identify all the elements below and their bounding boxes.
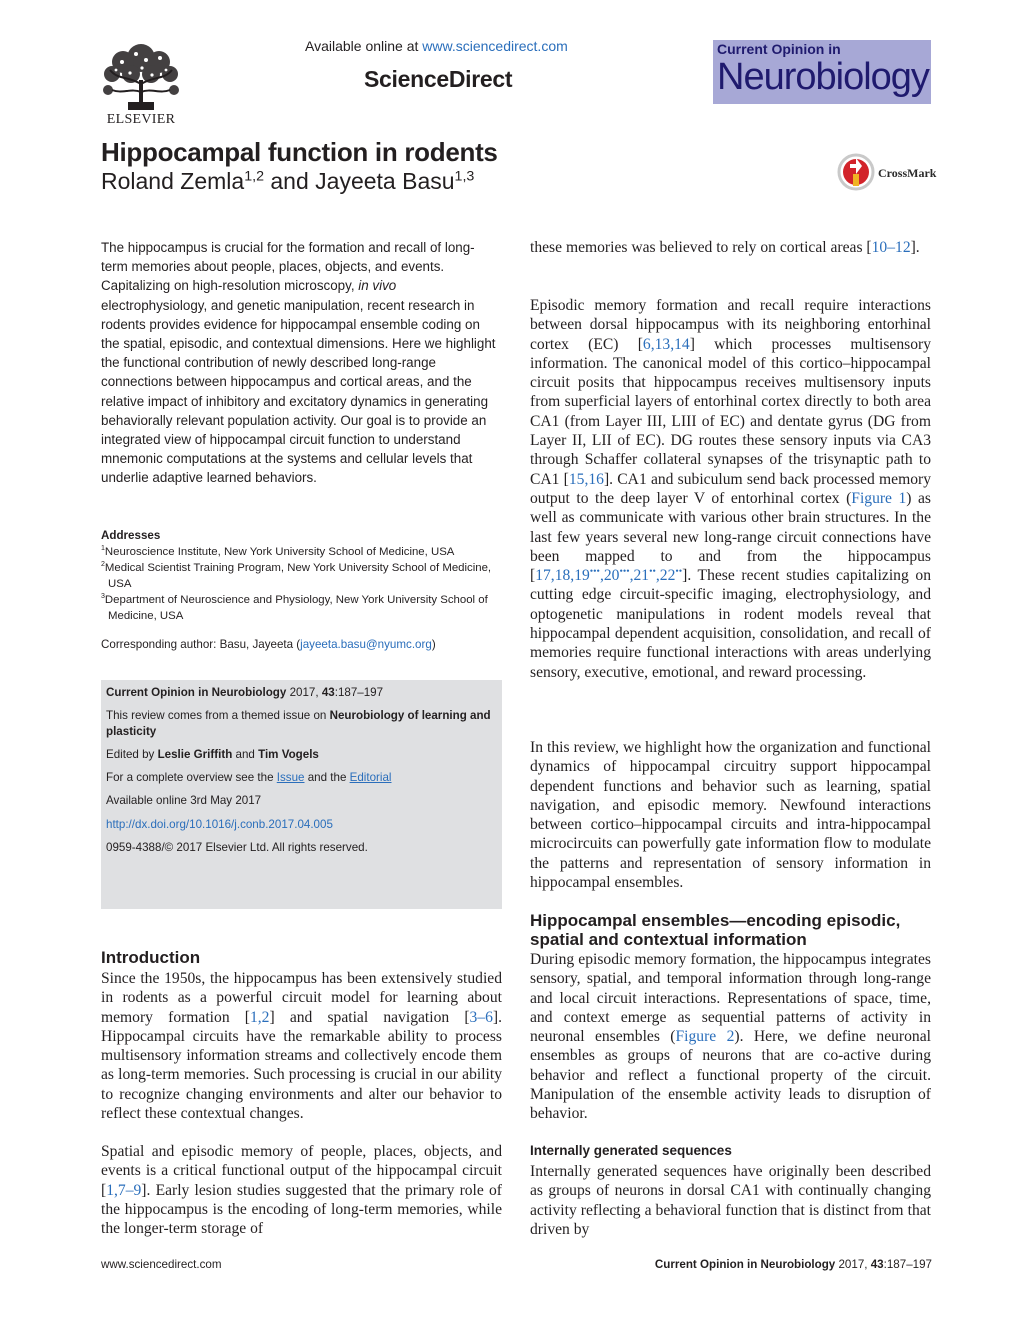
publisher-wordmark: ELSEVIER (106, 112, 176, 127)
journal-name: Current Opinion in Neurobiology (106, 686, 287, 699)
address-text: Medical Scientist Training Program, New York University School of Medicine, USA (104, 562, 492, 590)
paragraph-text: Episodic memory formation and recall require interactions between dorsal hippocampus with its neighboring entorhinal cortex (EC) [ (530, 297, 931, 353)
citation-line (106, 685, 498, 701)
footer-journal: Current Opinion in Neurobiology (654, 1258, 836, 1271)
ensembles-section-heading: Hippocampal ensembles—encoding episodic, spatial and contextual information (530, 911, 901, 949)
abstract (101, 238, 497, 488)
crossmark-label: CrossMark (878, 166, 937, 180)
citation-separator: , (599, 567, 604, 585)
citation-importance-dots: •• (649, 565, 656, 577)
citation-link[interactable]: 22 (659, 567, 676, 585)
address-text: Neuroscience Institute, New York University School of Medicine, USA (104, 546, 455, 558)
journal-badge-subtitle: Current Opinion in (717, 41, 841, 57)
paragraph-text: ] and spatial navigation [ (269, 1008, 470, 1026)
footer-citation (655, 1258, 932, 1271)
paragraph-text: Since the 1950s, the hippocampus has been extensively studied in rodents as a powerful circuit model for learning about memory formation [ (101, 970, 502, 1026)
address-text: Department of Neuroscience and Physiology, New York University School of Medicine, USA (104, 594, 488, 622)
citation-link[interactable]: 21 (633, 567, 650, 585)
available-online-prefix: Available online at (305, 38, 423, 54)
author-list (101, 168, 474, 195)
editors-line (106, 747, 498, 763)
paragraph-text: ] which processes multisensory information. The canonical model of this cortico–hippocampal circuit posits that hippocampus receives multisensory inputs from superficial layers of entorhinal cortex directly to both area CA1 (from Layer III, LIII of EC) and dentate gyrus (DG from Layer II, LII of EC). DG routes these sensory inputs via CA3 through Schaffer collateral synapses of the trisynaptic path to CA1 [ (530, 335, 931, 488)
overview-prefix: For a complete overview see the (106, 771, 277, 784)
editor-name: Tim Vogels (258, 748, 319, 761)
abstract-text: The hippocampus is crucial for the formation and recall of long-term memories about people, places, objects, and events. Capitalizing on high-resolution microscopy, (101, 240, 475, 294)
figure-link[interactable]: Figure 1 (851, 489, 907, 507)
citation-separator: , (655, 567, 660, 585)
citation-pages: :187–197 (334, 686, 384, 699)
footer-volume: 43 (870, 1258, 884, 1271)
address-item (101, 560, 501, 592)
paragraph-text: During episodic memory formation, the hippocampus integrates sensory, spatial, and temporal information through long-range and local circuit interactions. Representations of space, time, and context emerge as sequential patterns of activity in neuronal ensembles ( (530, 951, 931, 1046)
sequences-subheading: Internally generated sequences (530, 1143, 732, 1158)
citation-importance-dots: •• (675, 565, 683, 577)
available-online-line (305, 38, 568, 54)
author-name: Roland Zemla (101, 168, 245, 194)
paragraph-text: Spatial and episodic memory of people, places, objects, and events is a critical functional output of the hippocampal circuit [ (101, 1143, 502, 1199)
author-affiliation-sup: 1,2 (244, 168, 264, 185)
footer-website: www.sciencedirect.com (101, 1258, 222, 1271)
paragraph-text: ]. These recent studies capitalizing on cutting edge circuit-specific imaging, electrophysiology, and optogenetic manipulations in rodent models reveal that hippocampal dependent acquisition, consolidation, and recall of memories require functional interactions with areas underlying sensory, executive, emotional, and reward processing. (530, 567, 931, 681)
author-affiliation-sup: 1,3 (454, 168, 475, 185)
citation-link[interactable]: 3–6 (469, 1008, 493, 1026)
body-paragraph: In this review, we highlight how the organization and functional dynamics of hippocampal circuitry support hippocampal dependent functions and behavior such as learning, spatial navigation, and episodic memory. Newfound interactions between cortico–hippocampal circuits and intra-hippocampal microcircuits can powerfully gate information flow to modulate the patterns and representation of sensory information in hippocampal ensembles. (530, 739, 931, 892)
introduction-heading: Introduction (101, 948, 201, 967)
author-name: Jayeeta Basu (315, 168, 455, 194)
editor-name: Leslie Griffith (157, 748, 233, 761)
citation-link[interactable]: 10–12 (871, 239, 911, 256)
citation-link[interactable]: 1,2 (249, 1008, 270, 1026)
corresponding-prefix: Corresponding author: Basu, Jayeeta ( (101, 638, 301, 651)
sciencedirect-brand: ScienceDirect (364, 66, 513, 92)
citation-link[interactable]: 6,13,14 (642, 335, 690, 353)
citation-link[interactable]: 20 (603, 567, 620, 585)
corresponding-suffix: ) (431, 638, 436, 651)
citation-year: 2017, (286, 686, 322, 699)
overview-and: and the (304, 771, 350, 784)
footer-pages: :187–197 (883, 1258, 932, 1271)
address-item (101, 544, 501, 560)
paragraph-text: ]. CA1 and subiculum send back processed memory output to the deep layer V of entorhinal cortex ( (530, 470, 931, 507)
theme-name: Neurobiology of learning and plasticity (106, 709, 491, 738)
abstract-text: electrophysiology, and genetic manipulation, recent research in rodents provides evidence for hippocampal ensemble coding on the spatial, episodic, and contextual dimensions. Here we highlight the functional contribution of newly described long-range connections between hippocampus and cortical areas, and the relative impact of inhibitory and excitatory dynamics in generating behaviorally relevant population activity. Our goal is to provide an integrated view of hippocampal circuit function to understand mnemonic computations at the systems and cellular levels that underlie adaptive learned behaviors. (101, 297, 496, 486)
body-paragraph (530, 238, 931, 257)
body-paragraph (530, 950, 931, 1124)
body-paragraph (530, 296, 931, 682)
body-paragraph: Internally generated sequences have originally been described as groups of neurons in dorsal CA1 with continually changing activity reflecting a behavioral function that is distinct from that driven by (530, 1163, 931, 1238)
editors-prefix: Edited by (106, 748, 158, 761)
citation-importance-dots: ••• (619, 565, 630, 577)
sciencedirect-url-link[interactable]: www.sciencedirect.com (422, 38, 568, 54)
address-number: 2 (101, 561, 105, 569)
paragraph-text: ]. Hippocampal circuits have the remarkable ability to process multisensory information streams and collectively encode them as long-term memories. Such processing is crucial in our ability to recognize changing environments and alter our behavior to reflect these contextual changes. (101, 1008, 502, 1123)
article-title: Hippocampal function in rodents (101, 137, 498, 167)
theme-line (106, 708, 498, 740)
available-date: Available online 3rd May 2017 (106, 794, 262, 807)
figure-link[interactable]: Figure 2 (675, 1028, 735, 1046)
footer-year: 2017, (835, 1258, 871, 1271)
citation-link[interactable]: 15,16 (568, 470, 604, 488)
issue-link[interactable]: Issue (276, 771, 305, 784)
addresses-block (101, 528, 501, 624)
citation-link[interactable]: 1,7–9 (106, 1181, 142, 1199)
paragraph-text: ]. Early lesion studies suggested that the primary role of the hippocampus is the encoding of long-term memories, while the longer-term storage of (101, 1181, 502, 1238)
journal-badge (713, 40, 931, 104)
editorial-link[interactable]: Editorial (349, 771, 392, 784)
citation-separator: , (629, 567, 634, 585)
citation-importance-dots: ••• (589, 565, 600, 577)
journal-badge-title: Neurobiology (717, 56, 929, 98)
address-item (101, 592, 501, 624)
paragraph-text: ). Here, we define neuronal ensembles as groups of neurons that are co-active during behavior and reflect a functional property of the circuit. Manipulation of the ensemble activity leads to disruption of behavior. (530, 1028, 931, 1123)
abstract-italic: in vivo (358, 278, 397, 294)
addresses-heading: Addresses (101, 529, 161, 542)
overview-line (106, 770, 498, 786)
paragraph-text: ]. (910, 239, 920, 256)
theme-prefix: This review comes from a themed issue on (106, 709, 330, 722)
crossmark-icon (836, 152, 876, 192)
article-info-box (101, 680, 502, 909)
corresponding-email-link[interactable]: jayeeta.basu@nyumc.org (300, 638, 432, 651)
corresponding-author (101, 638, 501, 651)
doi-link[interactable]: http://dx.doi.org/10.1016/j.conb.2017.04.005 (106, 818, 333, 831)
address-number: 1 (101, 545, 105, 553)
doi-line (106, 817, 498, 833)
citation-volume: 43 (321, 686, 335, 699)
introduction-paragraph (101, 969, 502, 1123)
paragraph-text: ) as well as communicate with various other brain structures. In the last few years several new long-range circuit connections have been mapped to and from the hippocampus [ (530, 489, 931, 585)
citation-link[interactable]: 17,18,19 (535, 567, 590, 585)
paragraph-text: these memories was believed to rely on cortical areas [ (530, 239, 872, 256)
author-join: and (264, 168, 316, 194)
address-number: 3 (101, 593, 105, 601)
introduction-paragraph (101, 1142, 502, 1238)
copyright-line: 0959-4388/© 2017 Elsevier Ltd. All rights reserved. (106, 841, 368, 854)
editors-and: and (232, 748, 259, 761)
